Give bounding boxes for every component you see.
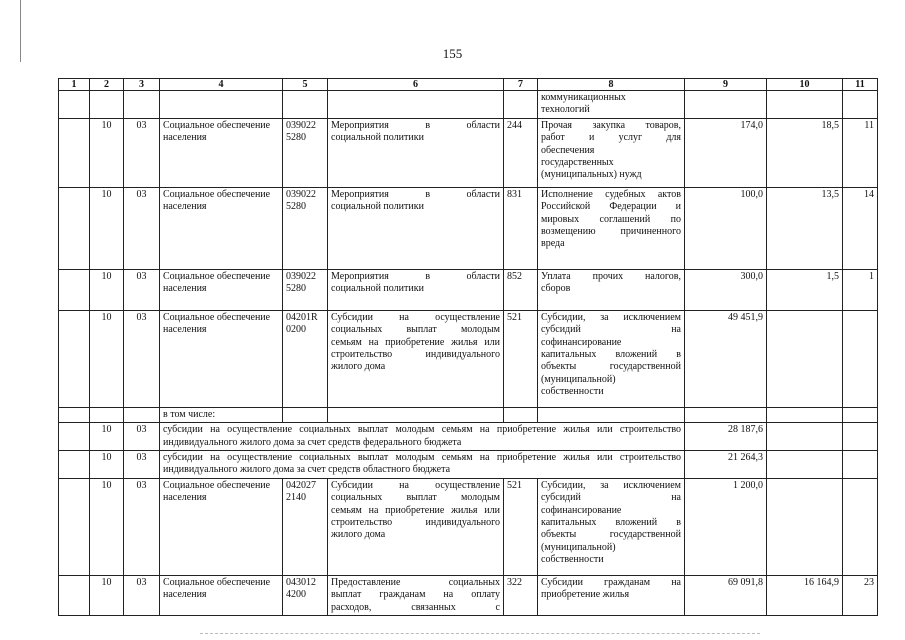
text-line: софинансирование <box>541 504 622 516</box>
text-line: субсидий на <box>541 492 681 504</box>
cell-expense-name <box>538 269 685 310</box>
text-line: семьям на приобретение жилья или <box>331 504 500 516</box>
cell-amount: 21 264,3 <box>685 451 767 479</box>
text-line: Мероприятия в области <box>331 188 500 200</box>
cell-amount: 300,0 <box>685 269 767 310</box>
cell-purpose <box>328 407 504 422</box>
cell-amount-2 <box>767 310 843 407</box>
cell-amount-3: 11 <box>843 118 878 187</box>
cell-amount-2: 13,5 <box>767 187 843 269</box>
cell-col1 <box>59 187 90 269</box>
text-line: софинансирование <box>541 336 622 348</box>
cell-amount-3: 23 <box>843 575 878 615</box>
text-line: объекты государственной <box>541 361 681 373</box>
cell-subsection <box>124 91 160 119</box>
table-row-merged <box>59 451 878 479</box>
header-cell: 7 <box>504 79 538 91</box>
table-row-merged <box>59 423 878 451</box>
header-cell: 4 <box>160 79 283 91</box>
cell-amount-2: 18,5 <box>767 118 843 187</box>
cell-merged-description: субсидии на осуществление социальных выплат молодым семьям на приобретение жилья или строительство индивидуального жилого дома за счет средств федерального бюджета <box>160 423 685 451</box>
table-row <box>59 91 878 119</box>
cell-expense-type: 831 <box>504 187 538 269</box>
cell-code: 039022 5280 <box>283 269 328 310</box>
cell-col1 <box>59 575 90 615</box>
cell-col1 <box>59 310 90 407</box>
cell-expense-type <box>504 407 538 422</box>
cell-expense-name <box>538 575 685 615</box>
cell-purpose <box>328 478 504 575</box>
cell-amount-3 <box>843 478 878 575</box>
header-cell: 6 <box>328 79 504 91</box>
scan-artifact-line <box>200 633 760 634</box>
cell-name: Социальное обеспечение населения <box>160 269 283 310</box>
cell-code <box>283 91 328 119</box>
text-line: вреда <box>541 238 565 250</box>
cell-col1 <box>59 478 90 575</box>
text-line: сборов <box>541 283 571 295</box>
text-line: социальной политики <box>331 132 424 144</box>
cell-merged-description: субсидии на осуществление социальных выплат молодым семьям на приобретение жилья или строительство индивидуального жилого дома за счет средств областного бюджета <box>160 451 685 479</box>
text-line: (муниципальной) <box>541 373 616 385</box>
text-line: семьям на приобретение жилья или <box>331 336 500 348</box>
cell-amount-2: 16 164,9 <box>767 575 843 615</box>
cell-section <box>90 91 124 119</box>
cell-expense-name <box>538 407 685 422</box>
text-line: жилого дома <box>331 529 386 541</box>
header-cell: 2 <box>90 79 124 91</box>
table-row <box>59 187 878 269</box>
cell-expense-name <box>538 118 685 187</box>
cell-amount: 100,0 <box>685 187 767 269</box>
cell-expense-type: 521 <box>504 310 538 407</box>
text-line: Субсидии, за исключением <box>541 479 681 491</box>
cell-col1 <box>59 269 90 310</box>
cell-amount-3: 1 <box>843 269 878 310</box>
cell-name: Социальное обеспечение населения <box>160 478 283 575</box>
cell-expense-name <box>538 187 685 269</box>
text-line: обеспечения <box>541 144 595 156</box>
text-line: субсидий на <box>541 324 681 336</box>
cell-name <box>160 91 283 119</box>
cell-col1 <box>59 118 90 187</box>
cell-purpose <box>328 269 504 310</box>
cell-purpose <box>328 310 504 407</box>
cell-amount <box>685 91 767 119</box>
text-line: Субсидии на осуществление <box>331 311 500 323</box>
header-cell: 1 <box>59 79 90 91</box>
cell-expense-type: 852 <box>504 269 538 310</box>
header-row <box>59 79 878 91</box>
cell-amount-2 <box>767 91 843 119</box>
table-row <box>59 118 878 187</box>
cell-expense-type: 521 <box>504 478 538 575</box>
cell-subsection: 03 <box>124 451 160 479</box>
cell-subsection: 03 <box>124 310 160 407</box>
header-cell: 8 <box>538 79 685 91</box>
cell-expense-name <box>538 91 685 119</box>
table-row <box>59 575 878 615</box>
cell-section <box>90 407 124 422</box>
cell-purpose <box>328 575 504 615</box>
text-line: строительство индивидуального <box>331 517 500 529</box>
cell-code: 043012 4200 <box>283 575 328 615</box>
cell-amount: 28 187,6 <box>685 423 767 451</box>
text-line: расходов, связанных с <box>331 601 500 613</box>
cell-expense-type <box>504 91 538 119</box>
cell-amount-3 <box>843 451 878 479</box>
text-line: Уплата прочих налогов, <box>541 270 681 282</box>
table-row <box>59 478 878 575</box>
cell-purpose <box>328 187 504 269</box>
text-line: собственности <box>541 554 604 566</box>
cell-amount-2: 1,5 <box>767 269 843 310</box>
cell-subsection: 03 <box>124 269 160 310</box>
cell-section: 10 <box>90 451 124 479</box>
cell-amount <box>685 407 767 422</box>
cell-amount: 49 451,9 <box>685 310 767 407</box>
cell-expense-type: 322 <box>504 575 538 615</box>
text-line: жилого дома <box>331 361 386 373</box>
header-cell: 3 <box>124 79 160 91</box>
text-line: коммуникационных <box>541 92 626 103</box>
text-line: объекты государственной <box>541 529 681 541</box>
text-line: Мероприятия в области <box>331 119 500 131</box>
text-line: возмещению причиненного <box>541 226 681 238</box>
cell-name: Социальное обеспечение населения <box>160 118 283 187</box>
table-row <box>59 269 878 310</box>
cell-amount-3 <box>843 310 878 407</box>
cell-amount: 1 200,0 <box>685 478 767 575</box>
page-number: 155 <box>442 46 463 61</box>
text-line: мировых соглашений по <box>541 213 681 225</box>
cell-amount-3 <box>843 407 878 422</box>
cell-amount-2 <box>767 451 843 479</box>
text-line: Субсидии на осуществление <box>331 479 500 491</box>
cell-code: 039022 5280 <box>283 118 328 187</box>
header-cell: 9 <box>685 79 767 91</box>
cell-subsection: 03 <box>124 187 160 269</box>
cell-col1 <box>59 407 90 422</box>
cell-subsection <box>124 407 160 422</box>
text-line: Российской Федерации и <box>541 201 681 213</box>
text-line: Мероприятия в области <box>331 270 500 282</box>
text-line: капитальных вложений в <box>541 517 681 529</box>
cell-expense-name <box>538 310 685 407</box>
cell-code: 039022 5280 <box>283 187 328 269</box>
text-line: (муниципальной) <box>541 541 616 553</box>
text-line: Исполнение судебных актов <box>541 188 681 200</box>
cell-code: 04201R 0200 <box>283 310 328 407</box>
cell-expense-type: 244 <box>504 118 538 187</box>
text-line: работ и услуг для <box>541 132 681 144</box>
cell-subsection: 03 <box>124 478 160 575</box>
table-row <box>59 407 878 422</box>
text-line: социальной политики <box>331 201 424 213</box>
cell-code <box>283 407 328 422</box>
cell-purpose <box>328 91 504 119</box>
text-line: социальной политики <box>331 283 424 295</box>
cell-amount-2 <box>767 478 843 575</box>
cell-name: Социальное обеспечение населения <box>160 575 283 615</box>
cell-subsection: 03 <box>124 423 160 451</box>
cell-amount-2 <box>767 407 843 422</box>
text-line: (муниципальных) нужд <box>541 169 642 181</box>
cell-amount-3: 14 <box>843 187 878 269</box>
cell-section: 10 <box>90 269 124 310</box>
text-line: социальных выплат молодым <box>331 492 500 504</box>
cell-col1 <box>59 451 90 479</box>
cell-name: в том числе: <box>160 407 283 422</box>
cell-amount: 174,0 <box>685 118 767 187</box>
text-line: технологий <box>541 104 590 116</box>
cell-amount-3 <box>843 423 878 451</box>
text-line: Субсидии, за исключением <box>541 311 681 323</box>
cell-section: 10 <box>90 423 124 451</box>
cell-subsection: 03 <box>124 118 160 187</box>
header-cell: 10 <box>767 79 843 91</box>
text-line: Предоставление социальных <box>331 576 500 588</box>
text-line: строительство индивидуального <box>331 349 500 361</box>
text-line: приобретение жилья <box>541 589 630 601</box>
table-row <box>59 310 878 407</box>
cell-code: 042027 2140 <box>283 478 328 575</box>
text-line: Прочая закупка товаров, <box>541 119 681 131</box>
text-line: собственности <box>541 386 604 398</box>
cell-amount-3 <box>843 91 878 119</box>
text-line: государственных <box>541 157 614 169</box>
cell-section: 10 <box>90 310 124 407</box>
cell-section: 10 <box>90 478 124 575</box>
text-line: капитальных вложений в <box>541 349 681 361</box>
cell-expense-name <box>538 478 685 575</box>
cell-subsection: 03 <box>124 575 160 615</box>
cell-name: Социальное обеспечение населения <box>160 310 283 407</box>
cell-name: Социальное обеспечение населения <box>160 187 283 269</box>
cell-section: 10 <box>90 575 124 615</box>
budget-table <box>58 78 878 616</box>
cell-section: 10 <box>90 187 124 269</box>
cell-amount-2 <box>767 423 843 451</box>
header-cell: 11 <box>843 79 878 91</box>
text-line: выплат гражданам на оплату <box>331 589 500 601</box>
cell-col1 <box>59 91 90 119</box>
text-line: Субсидии гражданам на <box>541 576 681 588</box>
header-cell: 5 <box>283 79 328 91</box>
cell-section: 10 <box>90 118 124 187</box>
cell-purpose <box>328 118 504 187</box>
text-line: социальных выплат молодым <box>331 324 500 336</box>
cell-col1 <box>59 423 90 451</box>
cell-amount: 69 091,8 <box>685 575 767 615</box>
